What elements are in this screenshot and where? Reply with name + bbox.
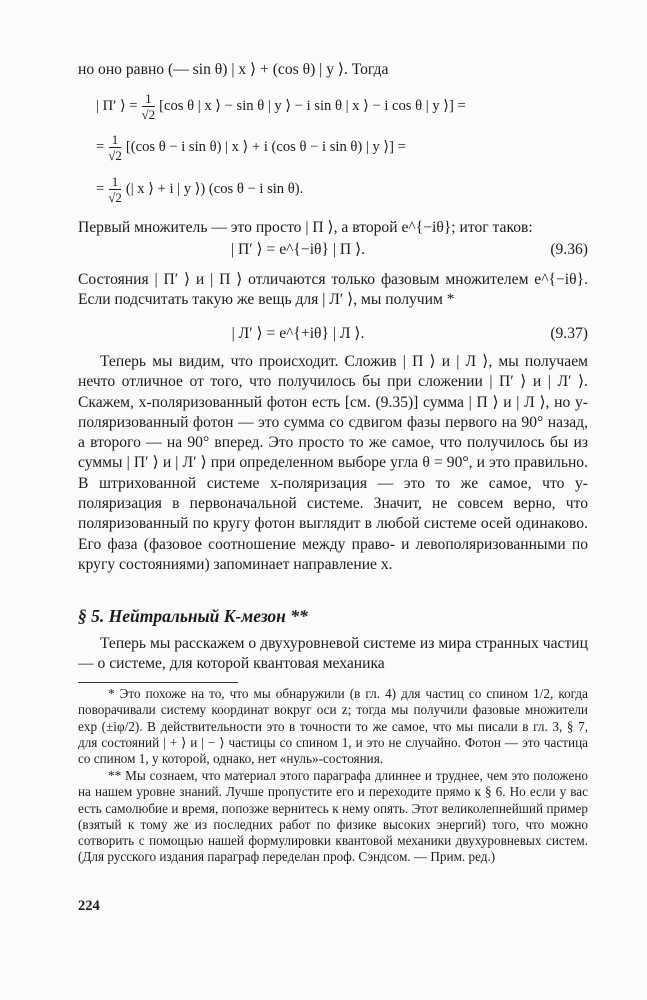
paragraph-main: Теперь мы видим, что происходит. Сложив | П ⟩ и | Л ⟩, мы получаем нечто отличное от того, что получилось бы при сложении | П′ ⟩ и | Л′ ⟩. Скажем, x-поляризованный фотон есть [см. (9.35)] сумма | П ⟩ и | Л ⟩, но y-поляризованный фотон — это сумма со сдвигом фазы первого на 90° назад, а второго — на 90° вперед. Это просто то же самое, что получилось бы из суммы | П′ ⟩ и | Л′ ⟩ при определенном выборе угла θ = 90°, и это правильно. В штрихованной системе x-поляризация — это то же самое, что y-поляризация в первоначальной системе. Значит, не совсем верно, что поляризованный по кругу фотон выглядит в любой системе осей одинаково. Его фаза (фазовое соотношение между право- и левополяризованными по кругу состояниями) запоминает направление x. [78, 353, 588, 573]
equation-body: | Л′ ⟩ = e^{+iθ} | Л ⟩. [231, 325, 365, 342]
paragraph-states: Состояния | П′ ⟩ и | П ⟩ отличаются только фазовым множителем e^{−iθ}. Если подсчитать такую же вещь для | Л′ ⟩, мы получим * [78, 271, 588, 309]
equation-line-3 [96, 168, 466, 210]
equation-9-36 [78, 240, 588, 260]
eq3-rhs: (| x ⟩ + i | y ⟩) (cos θ − i sin θ). [125, 181, 304, 197]
fraction-numerator: 1 [109, 132, 122, 148]
equation-9-37 [78, 324, 588, 344]
fraction-numerator: 1 [109, 174, 122, 190]
equation-number: (9.37) [550, 325, 588, 342]
footnote-divider [78, 682, 238, 683]
section-heading: § 5. Нейтральный K-мезон ** [78, 606, 308, 626]
footnote-2: ** Мы сознаем, что материал этого параграфа длиннее и труднее, чем это положено на нашем уровне знаний. Лучше пропустите его и переходите прямо к § 6. Но если у вас есть самолюбие и время, попозже вернитесь к нему опять. Этот великолепнейший пример (взятый к тому же из последних работ по физике высоких энергий) того, что можно сотворить с помощью нашей формулировки квантовой механики двухуровневых систем. (Для русского издания параграф переделан проф. Сэндсом. — Прим. ред.) [78, 768, 588, 865]
equation-number: (9.36) [550, 241, 588, 258]
fraction-denominator: √2 [108, 189, 122, 205]
equation-line-1 [96, 86, 466, 126]
intro-line: но оно равно (— sin θ) | x ⟩ + (cos θ) | y ⟩. Тогда [78, 61, 389, 78]
fraction [107, 132, 123, 163]
fraction-denominator: √2 [108, 147, 122, 163]
fraction [141, 91, 157, 122]
equation-block [96, 86, 466, 210]
fraction-denominator: √2 [141, 106, 156, 122]
footnote-1: * Это похоже на то, что мы обнаружили (в гл. 4) для частиц со спином 1/2, когда поворачивали систему координат вокруг оси z; тогда мы получили фазовые множители exp (±iφ/2). В действительности это в точности то же самое, что мы писали в гл. 3, § 7, для состояний | + ⟩ и | − ⟩ частицы со спином 1, и это не случайно. Фотон — это частица со спином 1, у которой, однако, нет «нуль»-состояния. [78, 686, 588, 767]
page-number: 224 [78, 898, 100, 914]
equation-line-2 [96, 126, 466, 168]
eq3-lhs: = [96, 180, 105, 197]
eq2-lhs: = [96, 138, 105, 155]
paragraph-section: Теперь мы расскажем о двухуровневой системе из мира странных частиц — о системе, для которой квантовая механика [78, 635, 588, 673]
paragraph-factor: Первый множитель — это просто | П ⟩, а второй e^{−iθ}; итог таков: [78, 219, 533, 236]
eq1-rhs: [cos θ | x ⟩ − sin θ | y ⟩ − i sin θ | x ⟩ − i cos θ | y ⟩] = [159, 98, 466, 114]
fraction [107, 174, 123, 205]
fraction-numerator: 1 [142, 91, 155, 107]
eq1-lhs: | П′ ⟩ = [96, 98, 138, 114]
equation-body: | П′ ⟩ = e^{−iθ} | П ⟩. [230, 241, 366, 258]
eq2-rhs: [(cos θ − i sin θ) | x ⟩ + i (cos θ − i sin θ) | y ⟩] = [125, 139, 406, 155]
